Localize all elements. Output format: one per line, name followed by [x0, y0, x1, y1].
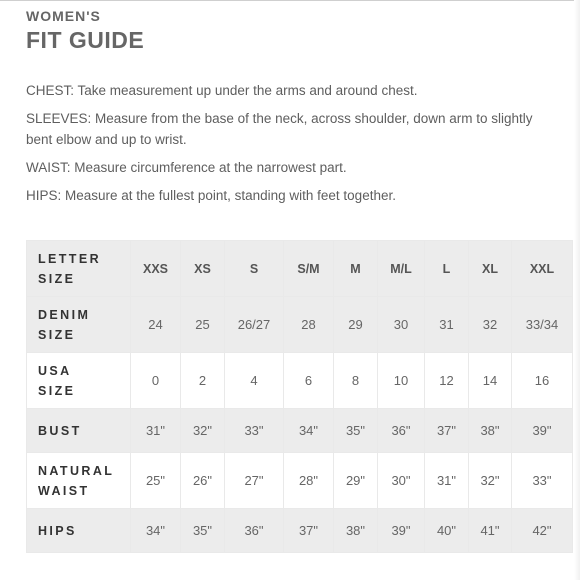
size-cell: 32"	[469, 453, 512, 509]
size-cell: XL	[469, 241, 512, 297]
size-cell: 26"	[181, 453, 225, 509]
size-cell: M/L	[378, 241, 425, 297]
size-cell: 25"	[131, 453, 181, 509]
size-cell: 24	[131, 297, 181, 353]
natural-waist-row	[27, 453, 573, 509]
row-label	[27, 409, 131, 453]
size-cell: 29	[334, 297, 378, 353]
size-cell: 8	[334, 353, 378, 409]
size-cell: L	[425, 241, 469, 297]
size-cell: 31"	[425, 453, 469, 509]
size-cell: 26/27	[225, 297, 284, 353]
size-cell: 32	[469, 297, 512, 353]
row-label-line: SIZE	[38, 271, 76, 286]
size-cell: 39"	[512, 409, 573, 453]
row-label	[27, 453, 131, 509]
measurement-instructions	[26, 80, 546, 213]
size-cell: S	[225, 241, 284, 297]
size-cell: 30	[378, 297, 425, 353]
size-cell: 35"	[181, 509, 225, 553]
size-cell: 6	[284, 353, 334, 409]
size-cell: 27"	[225, 453, 284, 509]
size-cell: 10	[378, 353, 425, 409]
size-cell: 40"	[425, 509, 469, 553]
size-cell: 36"	[225, 509, 284, 553]
size-cell: M	[334, 241, 378, 297]
letter-size-row	[27, 241, 573, 297]
size-cell: 14	[469, 353, 512, 409]
usa-size-row	[27, 353, 573, 409]
size-cell: 2	[181, 353, 225, 409]
size-cell: 29"	[334, 453, 378, 509]
row-label	[27, 297, 131, 353]
size-cell: 37"	[425, 409, 469, 453]
size-cell: 30"	[378, 453, 425, 509]
row-label	[27, 353, 131, 409]
page-title: FIT GUIDE	[26, 27, 145, 53]
row-label	[27, 509, 131, 553]
size-cell: XXS	[131, 241, 181, 297]
row-label-line: SIZE	[38, 383, 76, 398]
row-label-line: NATURAL	[38, 463, 115, 478]
row-label-line: USA	[38, 363, 72, 378]
size-cell: 39"	[378, 509, 425, 553]
size-cell: 35"	[334, 409, 378, 453]
size-cell: 25	[181, 297, 225, 353]
size-chart-table	[26, 240, 573, 553]
size-cell: 36"	[378, 409, 425, 453]
row-label-line: LETTER	[38, 251, 102, 266]
size-cell: XS	[181, 241, 225, 297]
instruction-waist: WAIST: Measure circumference at the narrowest part.	[26, 160, 347, 175]
size-cell: 33"	[225, 409, 284, 453]
size-cell: 4	[225, 353, 284, 409]
denim-size-row	[27, 297, 573, 353]
hips-row	[27, 509, 573, 553]
size-cell: 28	[284, 297, 334, 353]
size-cell: 38"	[334, 509, 378, 553]
instruction-sleeves: SLEEVES: Measure from the base of the neck, across shoulder, down arm to slightly bent elbow and up to wrist.	[26, 111, 533, 147]
size-cell: 31"	[131, 409, 181, 453]
page-subtitle: WOMEN'S	[26, 8, 101, 24]
size-chart-body	[27, 241, 573, 553]
size-cell: 33/34	[512, 297, 573, 353]
size-cell: XXL	[512, 241, 573, 297]
size-cell: 31	[425, 297, 469, 353]
size-cell: 16	[512, 353, 573, 409]
row-label-line: SIZE	[38, 327, 76, 342]
right-edge-shade	[574, 0, 580, 580]
row-label-line: HIPS	[38, 523, 77, 538]
bust-row	[27, 409, 573, 453]
size-cell: 34"	[284, 409, 334, 453]
row-label-line: DENIM	[38, 307, 91, 322]
size-cell: 42"	[512, 509, 573, 553]
size-cell: 34"	[131, 509, 181, 553]
instruction-hips: HIPS: Measure at the fullest point, standing with feet together.	[26, 188, 396, 203]
row-label-line: WAIST	[38, 483, 90, 498]
row-label-line: BUST	[38, 423, 82, 438]
instruction-chest: CHEST: Take measurement up under the arms and around chest.	[26, 83, 418, 98]
size-cell: 37"	[284, 509, 334, 553]
top-border	[0, 0, 580, 1]
size-cell: 28"	[284, 453, 334, 509]
size-cell: 33"	[512, 453, 573, 509]
size-cell: S/M	[284, 241, 334, 297]
size-cell: 38"	[469, 409, 512, 453]
size-cell: 32"	[181, 409, 225, 453]
size-cell: 41"	[469, 509, 512, 553]
size-cell: 12	[425, 353, 469, 409]
row-label	[27, 241, 131, 297]
size-cell: 0	[131, 353, 181, 409]
